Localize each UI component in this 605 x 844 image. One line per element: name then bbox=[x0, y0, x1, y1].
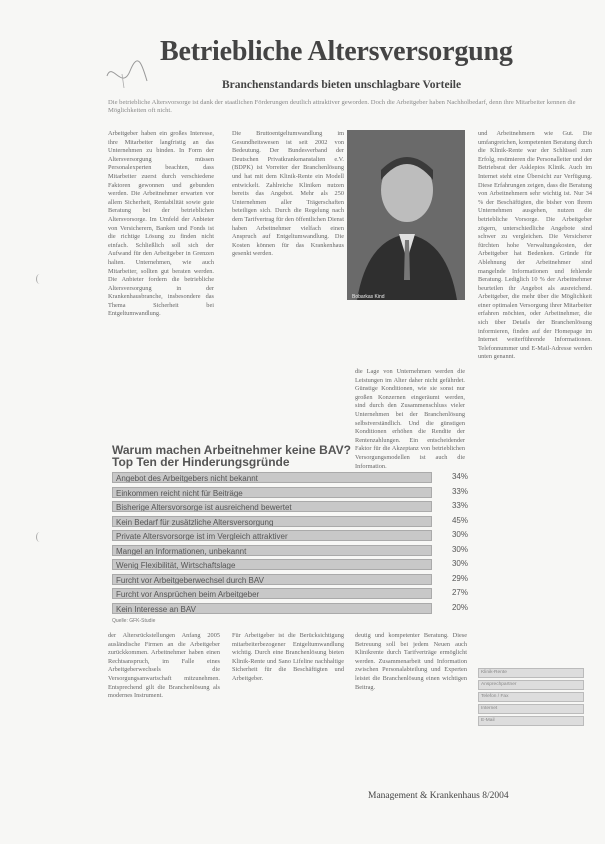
photo-caption: Bobarkas Kind bbox=[352, 294, 385, 300]
text-column-1: Arbeitgeber haben ein großes Interesse, ihre Mitarbeiter langfristig an das Unternehmen zu binden. In Form der Altersversorgung müssen Personalexperten beachten, dass Mitarbeiter zuerst durch verschiedene Faktoren gewonnen und gebunden werden. Die Arbeitnehmer erwarten vor allem Sicherheit, Rentabilität sowie gute Beratung bei der betrieblichen Altersvorsorge. Im Umfeld der Anbieter von Versicherern, Banken und Fonds ist die richtige Lösung zu finden nicht einfach. Schließlich soll sich der Aufwand für den Arbeitgeber in Grenzen halten. Unternehmen, wie auch Mitarbeiter, sollten gut beraten werden. Die Anbieter fordern die betriebliche Altersversorgung in der Krankenhausbranche, insbesondere das Thema Sicherheit bei Entgeltumwandlung. bbox=[108, 130, 214, 318]
chart-box bbox=[112, 444, 472, 624]
text-column-3: die Lage von Unternehmen werden die Leistungen im Alter daher nicht gefährdet. Günstige Konditionen, wie sie sonst nur großen Konzernen eingeräumt werden, sind durch den Zusammenschluss vieler Unternehmen bei der Branchenlösung selbstverständlich. Und die günstigen Konditionen erhöhen die Rendite der Rentenzahlungen. Ein entscheidender Faktor für die Akzeptanz von betrieblichen Versorgungsmodellen ist auch die Information. bbox=[355, 368, 465, 470]
decorative-squiggle bbox=[102, 56, 152, 96]
portrait-illustration bbox=[347, 130, 465, 300]
bottom-column-3: deutig und kompetenter Beratung. Diese Betreuung soll bei jedem Neuen auch Klinikrente durch Tarifverträge ermöglicht werden. Zusammenarbeit und Information zwischen Personalabteilung und Experten leistet die Branchenlösung einen wichtigen Beitrag. bbox=[355, 632, 467, 691]
contact-line-4: Internet bbox=[478, 704, 584, 714]
text-column-4: und Arbeitnehmern wie Gut. Die umfangreichen, kompetenten Beratung durch die Klinik-Rente war der Schlüssel zum Erfolg, resümieren die Personalleiter und der Betriebsrat der Asklepios Klinik. Auch im Internet steht eine Übersicht zur Verfügung. Diese Erfahrungen zeigen, dass die Beratung von Arbeitnehmern sehr wichtig ist. Nur 34 % der Beschäftigten, die bisher von Ihrem Unternehmen ausgehen, nutzen die betriebliche Vorsorge. Die Arbeitgeber zögern, unterschiedliche Angebote sind schwer zu vergleichen. Die Versicherer fürchten hohe Verwaltungskosten, der Arbeitgeber hat Bedenken. Gründe für Ablehnung der Arbeitnehmer sind mangelnde Informationen und fehlende Beratung. Lediglich 10 % der Arbeitnehmer beurteilen ihr Angebot als ausreichend. Arbeitgeber, die mehr über die Möglichkeit einer optimalen Versorgung ihrer Mitarbeiter erfahren möchten, oder Arbeitnehmer, die sich über Details der Branchenlösung informieren, finden auf der Homepage im Internet weiterführende Informationen. Telefonnummer und E-Mail-Adresse werden unten genannt. bbox=[478, 130, 593, 361]
chart-subtitle: Top Ten der Hinderungsgründe bbox=[112, 455, 290, 469]
chart-value-label-1: 34% bbox=[451, 472, 468, 481]
chart-bar-10: Kein Interesse an BAV bbox=[112, 603, 432, 614]
chart-bar-6: Mangel an Informationen, unbekannt bbox=[112, 545, 432, 556]
contact-line-1: Klinik-Rente bbox=[478, 668, 584, 678]
contact-line-5: E-Mail bbox=[478, 716, 584, 726]
contact-box bbox=[478, 668, 584, 728]
bottom-column-2: Für Arbeitgeber ist die Berücksichtigung mitarbeiterbezogener Entgeltumwandlung wichtig. Durch eine Branchenlösung bieten Klinik-Rente und Sano Lifeline nachhaltige Sicherheit für die Beschäftigten und Arbeitgeber. bbox=[232, 632, 344, 682]
portrait-photo bbox=[347, 130, 465, 300]
chart-bar-2: Einkommen reicht nicht für Beiträge bbox=[112, 487, 432, 498]
contact-line-3: Telefon / Fax bbox=[478, 692, 584, 702]
chart-value-label-4: 45% bbox=[451, 515, 468, 525]
text-column-2: Die Bruttoentgeltumwandlung im Gesundheitswesen ist seit 2002 von Bedeutung. Der Bundesverband der Deutschen Privatkrankenanstalten e.V. (BDPK) ist Vorreiter der Branchenlösung und hat mit dem Klinik-Rente ein Modell entwickelt. Zahlreiche Kliniken nutzen bereits das Angebot. Mehr als 250 Unternehmen aller Trägerschaften beteiligen sich. Durch die Regelung nach dem Tarifvertrag für den öffentlichen Dienst haben Arbeitnehmer vielfach einen Anspruch auf Entgeltumwandlung. Die Kosten können für das Krankenhaus gesenkt werden. bbox=[232, 130, 344, 258]
chart-title: Warum machen Arbeitnehmer keine BAV? bbox=[112, 443, 351, 457]
article-title: Betriebliche Altersversorgung bbox=[160, 36, 513, 67]
chart-bar-3: Bisherige Altersvorsorge ist ausreichend bewertet bbox=[112, 501, 432, 512]
chart-bar-7: Wenig Flexibilität, Wirtschaftslage bbox=[112, 559, 432, 570]
article-intro: Die betriebliche Altersvorsorge ist dank der staatlichen Förderungen deutlich attraktiver geworden. Doch die Arbeitgeber haben Nachholbedarf, denn ihre Mitarbeiter kennen die Möglichkeiten oft nicht. bbox=[108, 99, 576, 114]
page-footer: Management & Krankenhaus 8/2004 bbox=[368, 791, 509, 801]
chart-value-label-9: 27% bbox=[451, 588, 468, 597]
chart-value-label-2: 33% bbox=[451, 486, 468, 496]
chart-bar-4: Kein Bedarf für zusätzliche Altersversorgung bbox=[112, 516, 432, 527]
chart-bar-5: Private Altersvorsorge ist im Vergleich attraktiver bbox=[112, 530, 432, 541]
chart-value-label-5: 30% bbox=[451, 530, 468, 539]
chart-value-label-6: 30% bbox=[451, 544, 468, 554]
contact-line-2: Ansprechpartner bbox=[478, 680, 584, 690]
chart-bar-9: Furcht vor Ansprüchen beim Arbeitgeber bbox=[112, 588, 432, 599]
chart-source: Quelle: GFK-Studie bbox=[112, 618, 156, 624]
chart-bar-8: Furcht vor Arbeitgeberwechsel durch BAV bbox=[112, 574, 432, 585]
punch-hole-bottom bbox=[36, 532, 43, 542]
chart-value-label-10: 20% bbox=[451, 602, 468, 612]
bottom-column-1: der Altersrückstellungen Anfang 2005 ausländische Firmen an die Arbeitgeber zurückkommen. Arbeitnehmer haben einen Rechtsanspruch, im Falle eines Arbeitgeberwechsels die Versorgungsanwartschaft mitzunehmen. Entsprechend gilt die Branchenlösung als modernes Instrument. bbox=[108, 632, 220, 700]
article-subtitle: Branchenstandards bieten unschlagbare Vorteile bbox=[222, 79, 462, 91]
punch-hole-top bbox=[36, 274, 43, 284]
chart-bar-1: Angebot des Arbeitgebers nicht bekannt bbox=[112, 472, 432, 483]
chart-value-label-8: 29% bbox=[451, 573, 468, 583]
chart-value-label-3: 33% bbox=[451, 501, 468, 510]
chart-rows bbox=[112, 472, 472, 622]
chart-value-label-7: 30% bbox=[451, 559, 468, 568]
